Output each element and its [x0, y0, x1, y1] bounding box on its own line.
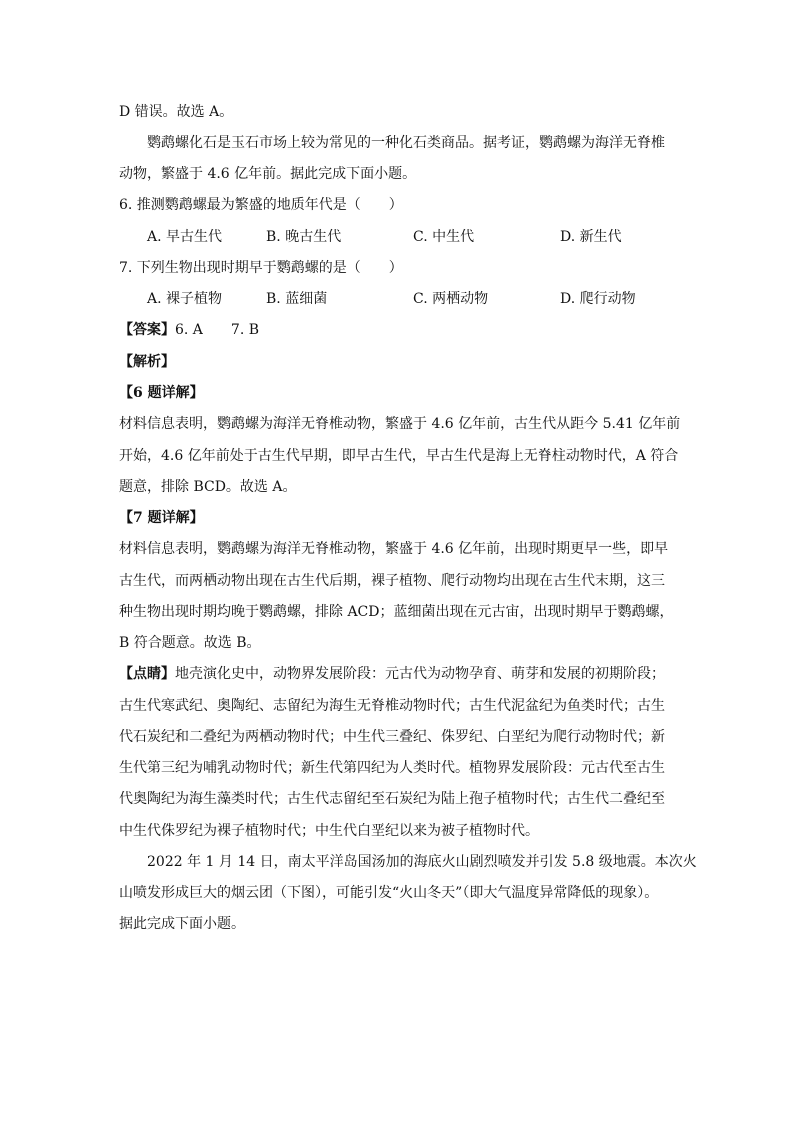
- question-7-stem: 7. 下列生物出现时期早于鹦鹉螺的是（ ）: [119, 260, 403, 276]
- passage-nautilus-line-1: 鹦鹉螺化石是玉石市场上较为常见的一种化石类商品。据考证，鹦鹉螺为海洋无脊椎: [147, 135, 665, 151]
- q6-option-d: D. 新生代: [560, 229, 622, 245]
- detail-7-line-2: 古生代，而两栖动物出现在古生代后期，裸子植物、爬行动物均出现在古生代末期，这三: [119, 573, 665, 589]
- note-line-2: 古生代寒武纪、奥陶纪、志留纪为海生无脊椎动物时代；古生代泥盆纪为鱼类时代；古生: [119, 698, 665, 714]
- note-line-5: 代奥陶纪为海生藻类时代；古生代志留纪至石炭纪为陆上孢子植物时代；古生代二叠纪至: [119, 791, 665, 807]
- passage-nautilus-line-2: 动物，繁盛于 4.6 亿年前。据此完成下面小题。: [119, 166, 417, 182]
- q7-option-a: A. 裸子植物: [147, 291, 223, 307]
- passage-tonga-line-1: 2022 年 1 月 14 日，南太平洋岛国汤加的海底火山剧烈喷发并引发 5.8 级地震。本次火: [147, 854, 697, 870]
- note-line-1: [119, 664, 665, 684]
- question-6-stem: 6. 推测鹦鹉螺最为繁盛的地质年代是（ ）: [119, 197, 403, 213]
- note-tag: 【点睛】: [119, 666, 175, 682]
- detail-6-line-2: 开始，4.6 亿年前处于古生代早期，即早古生代，早古生代是海上无脊柱动物时代，A 符合: [119, 448, 679, 464]
- q6-option-b: B. 晚古生代: [266, 229, 342, 245]
- detail-6-heading: 【6 题详解】: [119, 385, 204, 401]
- detail-7-line-3: 种生物出现时期均晚于鹦鹉螺，排除 ACD；蓝细菌出现在元古宙，出现时期早于鹦鹉螺，: [119, 604, 674, 620]
- answer-text: 6. A 7. B: [175, 322, 260, 338]
- paragraph-d-wrong: D 错误。故选 A。: [119, 104, 234, 120]
- detail-6-line-1: 材料信息表明，鹦鹉螺为海洋无脊椎动物，繁盛于 4.6 亿年前，古生代从距今 5.41 亿年前: [119, 416, 681, 432]
- detail-6-line-3: 题意，排除 BCD。故选 A。: [119, 479, 297, 495]
- note-line-6: 中生代侏罗纪为裸子植物时代；中生代白垩纪以来为被子植物时代。: [119, 823, 539, 839]
- q7-option-c: C. 两栖动物: [413, 291, 489, 307]
- detail-7-heading: 【7 题详解】: [119, 510, 204, 526]
- note-first-text: 地壳演化史中，动物界发展阶段：元古代为动物孕育、萌芽和发展的初期阶段；: [175, 666, 665, 682]
- q7-option-b: B. 蓝细菌: [266, 291, 328, 307]
- q6-option-c: C. 中生代: [413, 229, 475, 245]
- analysis-heading: 【解析】: [119, 354, 175, 370]
- answer-line: [119, 320, 259, 340]
- passage-tonga-line-2: 山喷发形成巨大的烟云团（下图），可能引发“火山冬天”（即大气温度异常降低的现象）。: [119, 885, 659, 901]
- answer-tag: 【答案】: [119, 322, 175, 338]
- note-line-3: 代石炭纪和二叠纪为两栖动物时代；中生代三叠纪、侏罗纪、白垩纪为爬行动物时代；新: [119, 729, 665, 745]
- note-line-4: 生代第三纪为哺乳动物时代；新生代第四纪为人类时代。植物界发展阶段：元古代至古生: [119, 760, 665, 776]
- q6-option-a: A. 早古生代: [147, 229, 223, 245]
- passage-tonga-line-3: 据此完成下面小题。: [119, 916, 245, 932]
- detail-7-line-1: 材料信息表明，鹦鹉螺为海洋无脊椎动物，繁盛于 4.6 亿年前，出现时期更早一些，即早: [119, 541, 669, 557]
- q7-option-d: D. 爬行动物: [560, 291, 636, 307]
- detail-7-line-4: B 符合题意。故选 B。: [119, 635, 261, 651]
